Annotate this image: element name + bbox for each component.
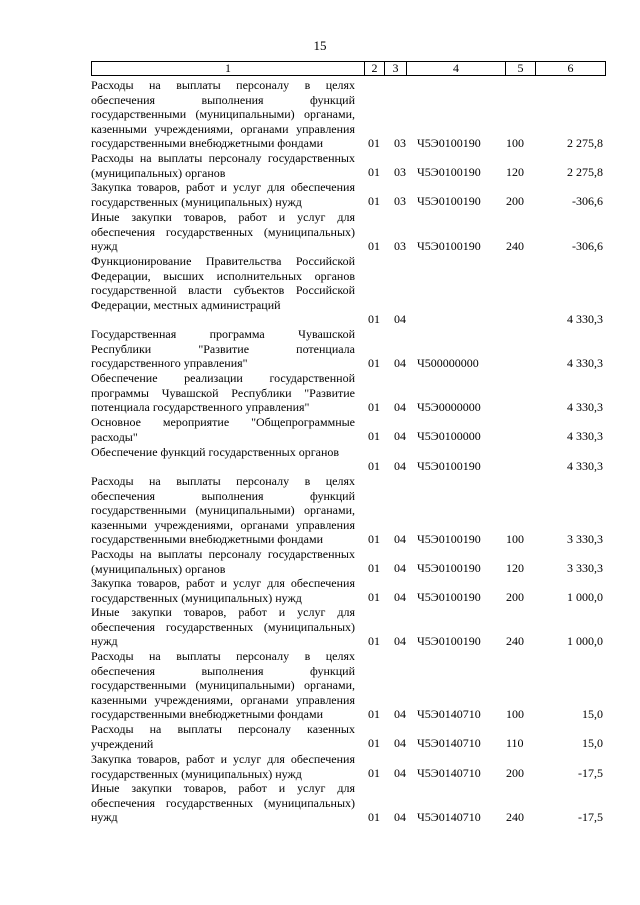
- row-target-article: Ч500000000: [417, 356, 479, 371]
- row-expense-type: 100: [506, 532, 524, 547]
- row-expense-type: 120: [506, 165, 524, 180]
- row-subsection: 03: [394, 239, 406, 254]
- row-subsection: 04: [394, 532, 406, 547]
- row-target-article: Ч5Э0100190: [417, 165, 481, 180]
- row-description: Иные закупки товаров, работ и услуг для обеспечения государственных (муниципальных) нужд: [91, 781, 355, 825]
- row-expense-type: 240: [506, 810, 524, 825]
- row-subsection: 04: [394, 766, 406, 781]
- row-subsection: 04: [394, 634, 406, 649]
- table-row: [91, 210, 606, 254]
- table-header-row: [91, 61, 606, 76]
- row-subsection: 04: [394, 561, 406, 576]
- row-description: Расходы на выплаты персоналу государственных (муниципальных) органов: [91, 151, 355, 180]
- row-section: 01: [368, 810, 380, 825]
- row-amount: 4 330,3: [567, 400, 603, 415]
- row-target-article: Ч5Э0140710: [417, 810, 481, 825]
- row-target-article: Ч5Э0100190: [417, 561, 481, 576]
- row-description: Расходы на выплаты персоналу в целях обеспечения выполнения функций государственными (муниципальными) органами, казенными учреждениями, органами управления государственными внебюджетными фондами: [91, 474, 355, 547]
- row-amount: 2 275,8: [567, 165, 603, 180]
- row-amount: -17,5: [578, 766, 603, 781]
- row-target-article: Ч5Э0100190: [417, 239, 481, 254]
- row-target-article: Ч5Э0140710: [417, 736, 481, 751]
- row-amount: 1 000,0: [567, 634, 603, 649]
- row-amount: -306,6: [572, 194, 603, 209]
- row-subsection: 04: [394, 429, 406, 444]
- row-subsection: 04: [394, 356, 406, 371]
- row-subsection: 04: [394, 810, 406, 825]
- row-description: Государственная программа Чувашской Республики "Развитие потенциала государственного управления": [91, 327, 355, 371]
- row-amount: 4 330,3: [567, 429, 603, 444]
- table-row: [91, 415, 606, 444]
- table-row: [91, 649, 606, 722]
- row-expense-type: 110: [506, 736, 524, 751]
- row-expense-type: 240: [506, 239, 524, 254]
- row-section: 01: [368, 312, 380, 327]
- row-section: 01: [368, 356, 380, 371]
- row-description: Обеспечение реализации государственной программы Чувашской Республики "Развитие потенциала государственного управления": [91, 371, 355, 415]
- row-description: Расходы на выплаты персоналу в целях обеспечения выполнения функций государственными (муниципальными) органами, казенными учреждениями, органами управления государственными внебюджетными фондами: [91, 78, 355, 151]
- header-cell-6: 6: [535, 62, 605, 75]
- row-description: Закупка товаров, работ и услуг для обеспечения государственных (муниципальных) нужд: [91, 576, 355, 605]
- row-target-article: Ч5Э0100190: [417, 194, 481, 209]
- row-target-article: Ч5Э0100190: [417, 590, 481, 605]
- row-target-article: Ч5Э0100000: [417, 429, 481, 444]
- row-amount: -17,5: [578, 810, 603, 825]
- row-expense-type: 120: [506, 561, 524, 576]
- row-target-article: Ч5Э0100190: [417, 459, 481, 474]
- table-row: [91, 254, 606, 327]
- row-target-article: Ч5Э0000000: [417, 400, 481, 415]
- header-cell-2: 2: [364, 62, 384, 75]
- row-section: 01: [368, 239, 380, 254]
- row-description: Основное мероприятие "Общепрограммные расходы": [91, 415, 355, 444]
- row-description: Закупка товаров, работ и услуг для обеспечения государственных (муниципальных) нужд: [91, 180, 355, 209]
- row-amount: 15,0: [582, 707, 603, 722]
- row-description: Расходы на выплаты персоналу казенных учреждений: [91, 722, 355, 751]
- row-amount: 4 330,3: [567, 356, 603, 371]
- table-row: [91, 327, 606, 371]
- table-row: [91, 371, 606, 415]
- row-expense-type: 200: [506, 766, 524, 781]
- row-subsection: 04: [394, 736, 406, 751]
- row-expense-type: 200: [506, 590, 524, 605]
- row-description: Расходы на выплаты персоналу государственных (муниципальных) органов: [91, 547, 355, 576]
- table-row: [91, 605, 606, 649]
- row-subsection: 03: [394, 194, 406, 209]
- table-row: [91, 78, 606, 151]
- row-section: 01: [368, 590, 380, 605]
- table-row: [91, 547, 606, 576]
- row-section: 01: [368, 561, 380, 576]
- page-number: 15: [313, 38, 327, 53]
- table-row: [91, 445, 606, 474]
- row-section: 01: [368, 766, 380, 781]
- row-expense-type: 100: [506, 707, 524, 722]
- row-section: 01: [368, 429, 380, 444]
- row-subsection: 04: [394, 707, 406, 722]
- row-subsection: 04: [394, 590, 406, 605]
- row-target-article: Ч5Э0140710: [417, 707, 481, 722]
- row-expense-type: 200: [506, 194, 524, 209]
- row-section: 01: [368, 736, 380, 751]
- table-row: [91, 781, 606, 825]
- table-row: [91, 151, 606, 180]
- row-amount: 2 275,8: [567, 136, 603, 151]
- row-target-article: Ч5Э0100190: [417, 532, 481, 547]
- table-row: [91, 180, 606, 209]
- row-section: 01: [368, 459, 380, 474]
- row-description: Иные закупки товаров, работ и услуг для обеспечения государственных (муниципальных) нужд: [91, 210, 355, 254]
- row-amount: -306,6: [572, 239, 603, 254]
- row-subsection: 03: [394, 165, 406, 180]
- row-section: 01: [368, 400, 380, 415]
- row-target-article: Ч5Э0140710: [417, 766, 481, 781]
- row-expense-type: 240: [506, 634, 524, 649]
- row-description: Обеспечение функций государственных органов: [91, 445, 340, 459]
- row-subsection: 04: [394, 459, 406, 474]
- row-amount: 1 000,0: [567, 590, 603, 605]
- row-section: 01: [368, 136, 380, 151]
- row-amount: 3 330,3: [567, 561, 603, 576]
- row-section: 01: [368, 194, 380, 209]
- row-subsection: 03: [394, 136, 406, 151]
- header-cell-3: 3: [384, 62, 406, 75]
- row-section: 01: [368, 634, 380, 649]
- row-amount: 3 330,3: [567, 532, 603, 547]
- row-section: 01: [368, 532, 380, 547]
- row-section: 01: [368, 165, 380, 180]
- header-cell-1: 1: [225, 61, 231, 75]
- row-target-article: Ч5Э0100190: [417, 634, 481, 649]
- header-cell-5: 5: [505, 62, 535, 75]
- row-expense-type: 100: [506, 136, 524, 151]
- table-row: [91, 576, 606, 605]
- table-row: [91, 752, 606, 781]
- row-amount: 4 330,3: [567, 312, 603, 327]
- table-row: [91, 474, 606, 547]
- row-amount: 4 330,3: [567, 459, 603, 474]
- row-description: Закупка товаров, работ и услуг для обеспечения государственных (муниципальных) нужд: [91, 752, 355, 781]
- row-description: Функционирование Правительства Российской Федерации, высших исполнительных органов государственной власти субъектов Российской Федерации, местных администраций: [91, 254, 355, 312]
- row-target-article: Ч5Э0100190: [417, 136, 481, 151]
- table-row: [91, 722, 606, 751]
- row-subsection: 04: [394, 312, 406, 327]
- row-amount: 15,0: [582, 736, 603, 751]
- row-section: 01: [368, 707, 380, 722]
- header-cell-4: 4: [406, 62, 505, 75]
- row-description: Иные закупки товаров, работ и услуг для обеспечения государственных (муниципальных) нужд: [91, 605, 355, 649]
- row-subsection: 04: [394, 400, 406, 415]
- row-description: Расходы на выплаты персоналу в целях обеспечения выполнения функций государственными (муниципальными) органами, казенными учреждениями, органами управления государственными внебюджетными фондами: [91, 649, 355, 722]
